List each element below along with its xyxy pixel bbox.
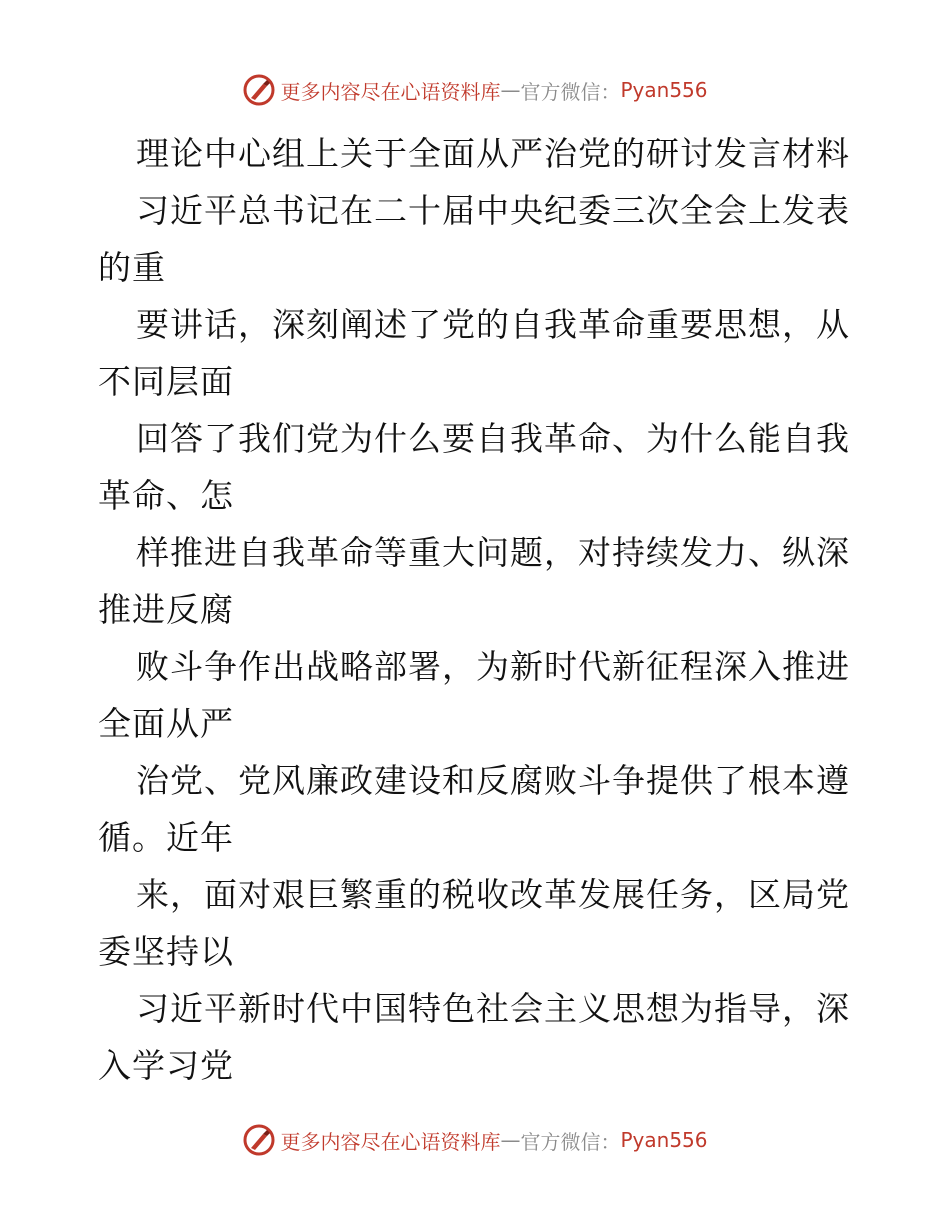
banner-separator: —: [500, 78, 521, 102]
header-banner: [0, 70, 950, 110]
text-line: 委坚持以: [98, 932, 234, 971]
footer-banner: [0, 1120, 950, 1160]
text-line: 来，面对艰巨繁重的税收改革发展任务，区局党: [136, 875, 850, 914]
banner-main-text: 更多内容尽在心语资料库: [280, 1129, 501, 1154]
text-line: 败斗争作出战略部署，为新时代新征程深入推进: [136, 647, 850, 686]
text-line: 入学习党: [98, 1046, 234, 1085]
pen-logo-icon: [242, 73, 276, 107]
text-line: 回答了我们党为什么要自我革命、为什么能自我: [136, 419, 850, 458]
text-line: 习近平总书记在二十届中央纪委三次全会上发表: [136, 191, 850, 230]
text-line: 循。近年: [98, 818, 234, 857]
text-line: 全面从严: [98, 704, 234, 743]
document-title: 理论中心组上关于全面从严治党的研讨发言材料: [136, 134, 850, 173]
text-line: 习近平新时代中国特色社会主义思想为指导，深: [136, 989, 850, 1028]
banner-separator: —: [500, 1128, 521, 1152]
banner-sub-text: 官方微信：: [520, 79, 621, 104]
text-line: 推进反腐: [98, 590, 234, 629]
text-line: 不同层面: [98, 362, 234, 401]
banner-main-text: 更多内容尽在心语资料库: [280, 79, 501, 104]
banner-id-text: Pyan556: [620, 1128, 708, 1152]
text-line: 治党、党风廉政建设和反腐败斗争提供了根本遵: [136, 761, 850, 800]
pen-logo-icon: [242, 1123, 276, 1157]
text-line: 样推进自我革命等重大问题，对持续发力、纵深: [136, 533, 850, 572]
text-line: 的重: [98, 248, 166, 287]
banner-id-text: Pyan556: [620, 78, 708, 102]
document-body: [98, 125, 858, 1094]
text-line: 要讲话，深刻阐述了党的自我革命重要思想，从: [136, 305, 850, 344]
banner-sub-text: 官方微信：: [520, 1129, 621, 1154]
text-line: 革命、怎: [98, 476, 234, 515]
